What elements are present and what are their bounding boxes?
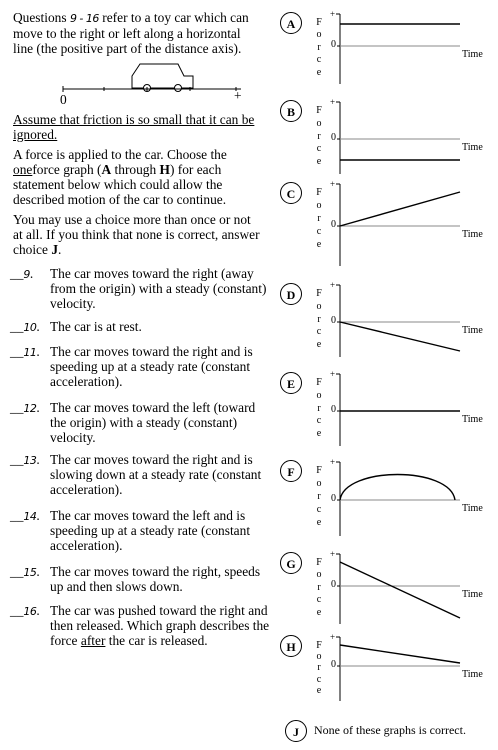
time-axis-label: Time	[462, 503, 483, 514]
choice-j-text: None of these graphs is correct.	[314, 723, 466, 737]
force-axis-plus: +	[330, 369, 336, 379]
answer-blank-number: 16	[23, 605, 37, 618]
force-axis-letter: c	[316, 673, 322, 685]
graph-plot	[0, 635, 498, 707]
question-text: The car was pushed toward the right and then released. Which graph describes the force after the car is released.	[50, 603, 270, 648]
instructions-paragraph-1: A force is applied to the car. Choose the oneforce graph (A through H) for each statement below which could allow the described motion of the car to continue.	[13, 147, 227, 207]
question-text: The car is at rest.	[50, 319, 142, 334]
force-axis-plus: +	[330, 9, 336, 19]
graph-b	[0, 97, 498, 180]
graph-plot	[0, 460, 498, 542]
graph-b-label: B	[280, 100, 302, 122]
time-axis-label: Time	[462, 589, 483, 600]
force-axis-zero: 0	[331, 493, 336, 504]
answer-blank-number: 15	[23, 566, 37, 579]
force-axis-zero: 0	[331, 315, 336, 326]
force-axis-letter: r	[317, 130, 321, 142]
force-axis-plus: +	[330, 280, 336, 290]
graph-c	[0, 179, 498, 272]
force-axis-letter: F	[316, 377, 322, 388]
graph-h-label: H	[280, 635, 302, 657]
graph-a	[0, 9, 498, 90]
force-axis-letter: c	[316, 326, 322, 338]
force-axis-letter: c	[316, 504, 322, 515]
force-axis-letter: o	[316, 478, 322, 489]
question-text: The car moves toward the right (away from the origin) with a steady (constant) velocity.	[50, 266, 267, 311]
graph-h	[0, 632, 498, 707]
force-axis-letter: e	[316, 428, 322, 440]
force-axis-plus: +	[330, 632, 336, 642]
force-axis-letter: e	[316, 517, 322, 528]
graph-plot	[0, 12, 498, 90]
force-axis-letter: e	[316, 606, 322, 618]
graph-f-label: F	[280, 460, 302, 482]
force-curve	[340, 645, 460, 663]
force-axis-letter: c	[316, 594, 322, 606]
force-axis-letter: e	[316, 156, 322, 168]
answer-blank-number: 9	[23, 268, 30, 281]
question-text: The car moves toward the right, speeds up and then slows down.	[50, 564, 261, 594]
graph-plot	[0, 552, 498, 630]
graph-d-label: D	[280, 283, 302, 305]
time-axis-label: Time	[462, 49, 483, 60]
force-curve	[340, 322, 460, 351]
force-axis-letter: o	[316, 389, 322, 401]
force-axis-letter: F	[316, 187, 322, 198]
force-axis-letter: r	[317, 313, 321, 325]
graph-plot	[0, 283, 498, 363]
force-axis-zero: 0	[331, 132, 336, 143]
question-text: The car moves toward the right and is speeding up at a steady rate (constant acceleration).	[50, 344, 253, 389]
force-axis-plus: +	[330, 97, 336, 107]
force-axis-letter: o	[316, 117, 322, 129]
force-axis-zero: 0	[331, 659, 336, 670]
force-axis-letter: o	[316, 651, 322, 663]
force-axis-letter: F	[316, 557, 322, 568]
force-axis-letter: r	[317, 491, 321, 502]
force-axis-letter: e	[316, 66, 322, 78]
force-axis-letter: c	[316, 54, 322, 66]
time-axis-label: Time	[462, 325, 483, 336]
answer-blank-number: 14	[23, 510, 37, 523]
instructions-paragraph-2: You may use a choice more than once or not at all. If you think that none is correct, answer choice J.	[13, 212, 260, 257]
force-axis-zero: 0	[331, 219, 336, 230]
force-axis-zero: 0	[331, 39, 336, 50]
force-axis-letter: e	[316, 684, 322, 696]
time-axis-label: Time	[462, 669, 483, 680]
axis-zero-label: 0	[60, 92, 67, 107]
force-axis-plus: +	[330, 549, 336, 559]
force-curve	[340, 562, 460, 618]
force-axis-zero: 0	[331, 404, 336, 415]
force-axis-letter: r	[317, 662, 321, 674]
force-axis-plus: +	[330, 457, 336, 467]
force-axis-letter: F	[316, 105, 322, 116]
graph-c-label: C	[280, 182, 302, 204]
force-axis-letter: o	[316, 200, 322, 211]
question-range-handwritten: 9 - 16	[69, 12, 99, 25]
force-axis-letter: r	[317, 213, 321, 224]
force-axis-letter: F	[316, 17, 322, 28]
answer-blank-number: 11	[23, 346, 37, 359]
force-axis-letter: c	[316, 143, 322, 155]
time-axis-label: Time	[462, 414, 483, 425]
question-text: The car moves toward the left (toward the origin) with a steady (constant) velocity.	[50, 400, 256, 445]
graph-plot	[0, 372, 498, 452]
graph-d	[0, 280, 498, 363]
graph-g	[0, 549, 498, 630]
choice-j-circle: J	[285, 720, 307, 742]
axis-plus-label: +	[234, 88, 242, 103]
answer-blank-number: 12	[23, 402, 37, 415]
force-axis-letter: r	[317, 581, 321, 593]
graph-a-label: A	[280, 12, 302, 34]
force-axis-letter: c	[316, 226, 322, 237]
intro-text: refer to a toy car which can move to the right or left along a horizontal line (the positive part of the distance axis).	[13, 10, 249, 56]
force-axis-letter: o	[316, 569, 322, 581]
graph-e	[0, 369, 498, 452]
force-axis-letter: o	[316, 300, 322, 312]
graph-plot	[0, 100, 498, 180]
force-axis-plus: +	[330, 179, 336, 189]
time-axis-label: Time	[462, 142, 483, 153]
graph-f	[0, 457, 498, 542]
force-axis-letter: c	[316, 415, 322, 427]
time-axis-label: Time	[462, 229, 483, 240]
friction-note: Assume that friction is so small that it can be ignored.	[13, 112, 255, 142]
force-axis-letter: F	[316, 465, 322, 476]
force-axis-letter: o	[316, 29, 322, 41]
force-axis-letter: e	[316, 239, 322, 250]
question-text: The car moves toward the left and is speeding up at a steady rate (constant acceleration).	[50, 508, 251, 553]
answer-blank-number: 13	[23, 454, 37, 467]
force-axis-letter: r	[317, 41, 321, 53]
question-text: The car moves toward the right and is slowing down at a steady rate (constant acceleration).	[50, 452, 262, 497]
questions-word: Questions	[13, 10, 67, 25]
force-curve	[340, 475, 455, 501]
force-axis-letter: e	[316, 339, 322, 351]
force-axis-letter: r	[317, 402, 321, 414]
force-axis-zero: 0	[331, 579, 336, 590]
answer-blank-number: 10	[23, 321, 37, 334]
force-curve	[340, 192, 460, 226]
graph-plot	[0, 182, 498, 272]
graph-g-label: G	[280, 552, 302, 574]
force-axis-letter: F	[316, 288, 322, 299]
force-axis-letter: F	[316, 640, 322, 651]
graph-e-label: E	[280, 372, 302, 394]
